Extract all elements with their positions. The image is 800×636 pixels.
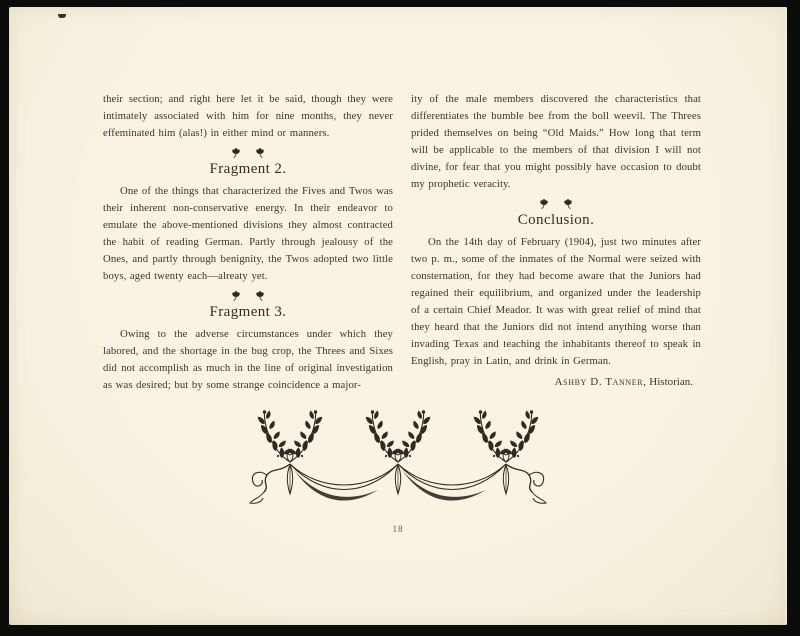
signature-role: Historian. (646, 376, 693, 388)
fleuron-icon (231, 148, 241, 159)
heading-fragment-2: Fragment 2. (209, 161, 287, 177)
signature-name: Ashby D. Tanner, (554, 376, 647, 388)
film-edge-mark (58, 14, 66, 18)
fleuron-icon (539, 199, 549, 210)
right-column (411, 91, 701, 394)
fleuron-icon (255, 148, 265, 159)
heading-fragment-3: Fragment 3. (209, 304, 287, 320)
paragraph-continuation: their section; and right here let it be said, though they were intimately associated with him for nine months, they never effeminated him (alas!) in either mind or manners. (103, 93, 393, 139)
section-divider (103, 290, 393, 302)
section-divider (103, 147, 393, 159)
section-divider (411, 198, 701, 210)
book-page (9, 7, 787, 625)
fleuron-icon (255, 291, 265, 302)
page-number: 18 (392, 524, 404, 534)
paragraph-fragment-3: Owing to the adverse circumstances under which they labored, and the shortage in the bug crop, the Threes and Sixes did not accomplish as much in the line of original investigation as was desired; but by some strange coincidence a major- (103, 328, 393, 391)
fleuron-icon (563, 199, 573, 210)
heading-conclusion: Conclusion. (517, 212, 595, 228)
two-column-text (103, 91, 701, 394)
ornament-row (9, 404, 787, 522)
fleuron-icon (231, 291, 241, 302)
paragraph-continuation: ity of the male members discovered the characteristics that differentiates the bumble bee from the boll weevil. The Threes prided themselves on being “Old Maids.” How long that term will be applicable to the members of that division I will not divine, for fear that you might possibly have occasion to doubt my prophetic veracity. (411, 93, 701, 190)
paragraph-fragment-2: One of the things that characterized the Fives and Twos was their inherent non-conservative energy. In their endeavor to emulate the above-mentioned divisions they almost contracted the habit of reading German. Partly through jealousy of the Ones, and partly through benignity, the Twos adopted two little boys, aged twenty each—alreaty yet. (103, 185, 393, 282)
paragraph-conclusion: On the 14th day of February (1904), just two minutes after two p. m., some of the inmates of the Normal were seized with consternation, for they had become aware that the Juniors had regained their equilibrium, and organized under the leadership of a certain Chief Meador. It was with great relief of mind that they heard that the Juniors did not intend anything worse than invading Texas and teaching the inhabitants thereof to speak in English, pray in Latin, and drink in German. (411, 236, 701, 367)
laurel-garland-ornament-icon (233, 404, 563, 522)
signature-line (411, 376, 701, 388)
left-column (103, 91, 393, 394)
